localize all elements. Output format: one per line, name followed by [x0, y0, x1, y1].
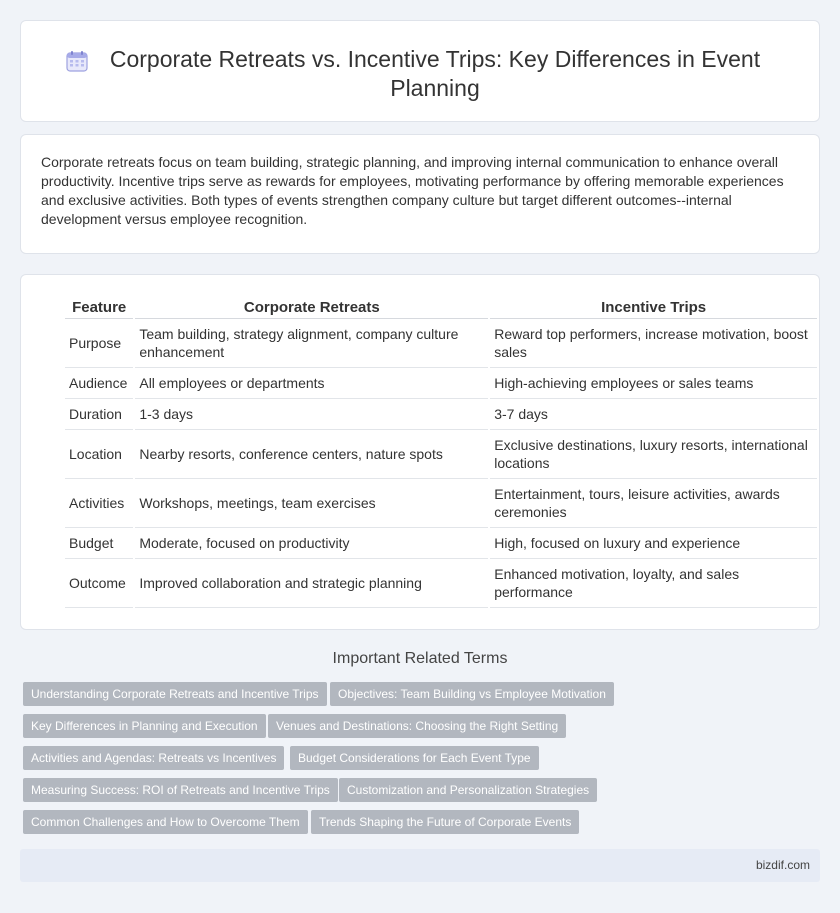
intro-card: [20, 134, 820, 254]
feature-cell: Location: [65, 430, 133, 479]
table-row: [65, 319, 817, 368]
header-corporate-retreats: Corporate Retreats: [135, 295, 488, 319]
retreats-cell: Nearby resorts, conference centers, nature spots: [135, 430, 488, 479]
header-card: [20, 20, 820, 122]
incentives-cell: Enhanced motivation, loyalty, and sales performance: [490, 559, 817, 608]
related-tag[interactable]: Venues and Destinations: Choosing the Right Setting: [268, 714, 566, 738]
related-tag[interactable]: Understanding Corporate Retreats and Incentive Trips: [23, 682, 327, 706]
footer-site[interactable]: bizdif.com: [755, 858, 810, 872]
table-row: [65, 430, 817, 479]
feature-cell: Outcome: [65, 559, 133, 608]
table-row: [65, 368, 817, 399]
table-row: [65, 399, 817, 430]
feature-cell: Duration: [65, 399, 133, 430]
related-tag[interactable]: Activities and Agendas: Retreats vs Incentives: [23, 746, 284, 770]
page-title: Corporate Retreats vs. Incentive Trips: Key Differences in Event Planning: [109, 46, 761, 101]
retreats-cell: Workshops, meetings, team exercises: [135, 479, 488, 528]
incentives-cell: 3-7 days: [490, 399, 817, 430]
table-row: [65, 479, 817, 528]
related-tag[interactable]: Key Differences in Planning and Execution: [23, 714, 266, 738]
feature-cell: Activities: [65, 479, 133, 528]
comparison-card: [20, 274, 820, 630]
feature-cell: Purpose: [65, 319, 133, 368]
table-row: [65, 559, 817, 608]
retreats-cell: Improved collaboration and strategic planning: [135, 559, 488, 608]
related-tag[interactable]: Measuring Success: ROI of Retreats and Incentive Trips: [23, 778, 338, 802]
incentives-cell: Entertainment, tours, leisure activities, awards ceremonies: [490, 479, 817, 528]
related-tag[interactable]: Common Challenges and How to Overcome Them: [23, 810, 308, 834]
incentives-cell: Reward top performers, increase motivation, boost sales: [490, 319, 817, 368]
related-tag[interactable]: Objectives: Team Building vs Employee Motivation: [330, 682, 614, 706]
retreats-cell: Team building, strategy alignment, company culture enhancement: [135, 319, 488, 368]
related-tag[interactable]: Trends Shaping the Future of Corporate Events: [311, 810, 579, 834]
incentives-cell: High-achieving employees or sales teams: [490, 368, 817, 399]
retreats-cell: 1-3 days: [135, 399, 488, 430]
intro-text: Corporate retreats focus on team building, strategic planning, and improving internal communication to enhance overall productivity. Incentive trips serve as rewards for employees, motivating performance by offering memorable experiences and exclusive activities. Both types of events strengthen company culture but target different outcomes--internal development versus employee recognition.: [41, 154, 784, 227]
footer-bar: [20, 849, 820, 882]
header-incentive-trips: Incentive Trips: [490, 295, 817, 319]
related-terms-heading: Important Related Terms: [332, 650, 508, 667]
table-row: [65, 528, 817, 559]
comparison-table: [63, 295, 819, 608]
feature-cell: Budget: [65, 528, 133, 559]
related-tag[interactable]: Budget Considerations for Each Event Type: [290, 746, 539, 770]
retreats-cell: All employees or departments: [135, 368, 488, 399]
incentives-cell: High, focused on luxury and experience: [490, 528, 817, 559]
feature-cell: Audience: [65, 368, 133, 399]
incentives-cell: Exclusive destinations, luxury resorts, international locations: [490, 430, 817, 479]
header-feature: Feature: [65, 295, 133, 319]
retreats-cell: Moderate, focused on productivity: [135, 528, 488, 559]
related-tag[interactable]: Customization and Personalization Strategies: [339, 778, 597, 802]
